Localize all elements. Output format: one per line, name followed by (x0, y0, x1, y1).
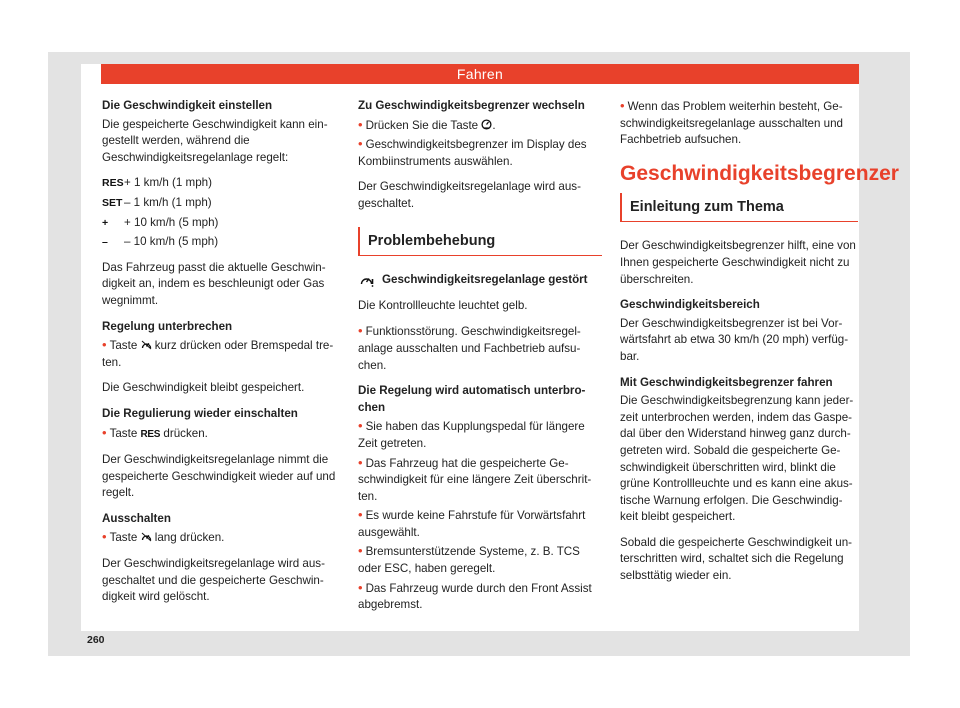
bullet-icon: • (102, 424, 107, 440)
paragraph-adapt: Das Fahrzeug passt die aktuelle Geschwin-digkeit an, indem es beschleunigt oder Gas wegnimmt. (102, 260, 326, 307)
bullet-off (102, 529, 340, 547)
bullet-icon: • (358, 323, 363, 339)
set-key-icon: SET (102, 196, 123, 209)
bullet-item (358, 543, 602, 577)
res-key-icon: RES (102, 177, 124, 190)
setting-row (102, 195, 340, 212)
setting-text: + 1 km/h (1 mph) (124, 176, 212, 190)
bullet-text-b: drücken. (163, 426, 208, 440)
bullet-text: Es wurde keine Fahrstufe für Vorwärtsfahrt ausgewählt. (358, 509, 586, 539)
warning-title: Geschwindigkeitsregelanlage gestört (382, 273, 588, 287)
heading-off: Ausschalten (102, 511, 171, 525)
bullet-icon: • (358, 418, 363, 434)
setting-text: – 10 km/h (5 mph) (124, 235, 219, 249)
page-number: 260 (87, 634, 105, 646)
heading-auto-interrupt: Die Regelung wird automatisch unterbro-chen (358, 384, 586, 414)
bullet-text-b: lang drücken. (154, 531, 225, 545)
bullet-press-key (358, 117, 602, 135)
heading-set-speed: Die Geschwindigkeit einstellen (102, 99, 273, 112)
heading-resume: Die Regulierung wieder einschalten (102, 406, 298, 420)
column-1 (102, 98, 340, 615)
column-3 (620, 98, 899, 594)
paragraph-set-speed: Die gespeicherte Geschwindigkeit kann ein-gestellt werden, während die Geschwindigkeitsregelanlage regelt: (102, 117, 328, 164)
paragraph-lamp: Die Kontrollleuchte leuchtet gelb. (358, 298, 528, 312)
paragraph-driving: Die Geschwindigkeitsbegrenzung kann jeder-zeit unterbrochen werden, indem das Gaspe-dal über den Widerstand hinweg ganz durch-getreten wird. Sobald die gespeicherte Ge-schwindigkeit überschritten wird, blinkt die grüne Kontrollleuchte und es kann eine akus-tische Warnung erfolgen. Die Geschwindig-keit bleibt gespeichert. (620, 394, 854, 524)
warning-heading (358, 272, 602, 289)
bullet-item (358, 418, 602, 452)
bullet-icon: • (358, 116, 363, 132)
setting-text: – 1 km/h (1 mph) (124, 195, 212, 209)
bullet-icon: • (358, 543, 363, 559)
paragraph-resume: Der Geschwindigkeitsregelanlage nimmt die gespeicherte Geschwindigkeit wieder auf und regelt. (102, 453, 336, 500)
bullet-text: Das Fahrzeug wurde durch den Front Assist abgebremst. (358, 581, 592, 612)
cruise-control-icon (141, 532, 152, 542)
bullet-resume (102, 425, 340, 444)
section-title-intro: Einleitung zum Thema (620, 193, 858, 223)
cruise-control-fault-icon (360, 274, 374, 287)
bullet-text-a: Taste (109, 426, 138, 440)
setting-row (102, 175, 340, 192)
paragraph-auto-resume: Sobald die gespeicherte Geschwindigkeit un-terschritten wird, schaltet sich die Regelung selbsttätig wieder ein. (620, 535, 853, 583)
bullet-icon: • (358, 579, 363, 595)
speed-limiter-icon (481, 119, 492, 130)
bullet-text: Das Fahrzeug hat die gespeicherte Ge-schwindigkeit für eine längere Zeit überschrit-ten. (358, 456, 592, 503)
bullet-text-b: kurz drücken oder Bremspedal tre-ten. (102, 339, 334, 369)
bullet-icon: • (358, 507, 363, 523)
paragraph-speed-range: Der Geschwindigkeitsbegrenzer ist bei Vor-wärtsfahrt ab etwa 30 km/h (20 mph) verfüg-bar. (620, 316, 849, 363)
column-2 (358, 98, 602, 616)
bullet-problem-persists (620, 98, 858, 149)
cruise-control-icon (141, 340, 152, 350)
minus-key-icon: – (102, 236, 108, 249)
section-title-troubleshooting: Problembehebung (358, 227, 602, 257)
paragraph-off: Der Geschwindigkeitsregelanlage wird aus-geschaltet und die gespeicherte Geschwin-digkeit wird gelöscht. (102, 557, 325, 604)
bullet-item (358, 507, 602, 541)
setting-text: + 10 km/h (5 mph) (124, 215, 219, 229)
speed-settings-list (102, 175, 340, 250)
bullet-icon: • (358, 454, 363, 470)
heading-speed-range: Geschwindigkeitsbereich (620, 298, 760, 312)
bullet-text: Bremsunterstützende Systeme, z. B. TCS oder ESC, haben geregelt. (358, 545, 580, 576)
setting-row (102, 215, 340, 232)
bullet-text-a: Drücken Sie die Taste (365, 118, 479, 132)
bullet-item (358, 580, 602, 614)
bullet-select-display (358, 136, 602, 170)
bullet-text-a: Taste (109, 339, 138, 353)
bullet-text: Geschwindigkeitsbegrenzer im Display des Kombiinstruments auswählen. (358, 138, 587, 168)
bullet-interrupt (102, 337, 340, 371)
res-key-icon: RES (140, 428, 161, 440)
bullet-text-a: Taste (109, 531, 138, 545)
plus-key-icon: + (102, 216, 109, 229)
bullet-text: Wenn das Problem weiterhin besteht, Ge-schwindigkeitsregelanlage ausschalten und Fachbetrieb aufsuchen. (620, 100, 844, 147)
paragraph-interrupt: Die Geschwindigkeit bleibt gespeichert. (102, 381, 305, 395)
bullet-text-b: . (492, 118, 496, 132)
bullet-icon: • (620, 98, 625, 113)
paragraph-intro: Der Geschwindigkeitsbegrenzer hilft, eine von Ihnen gespeicherte Geschwindigkeit nicht zu überschreiten. (620, 239, 856, 286)
bullet-icon: • (102, 529, 107, 545)
bullet-icon: • (358, 136, 363, 152)
chapter-header: Fahren (101, 64, 859, 84)
heading-interrupt: Regelung unterbrechen (102, 319, 233, 333)
heading-switch-limiter: Zu Geschwindigkeitsbegrenzer wechseln (358, 99, 585, 112)
heading-driving: Mit Geschwindigkeitsbegrenzer fahren (620, 375, 833, 389)
bullet-item (358, 455, 602, 506)
paragraph-switched-off: Der Geschwindigkeitsregelanlage wird aus-geschaltet. (358, 180, 581, 210)
bullet-text: Sie haben das Kupplungspedal für längere Zeit getreten. (358, 420, 585, 450)
chapter-title: Geschwindigkeitsbegrenzer (620, 161, 899, 185)
setting-row (102, 234, 340, 251)
bullet-text: Funktionsstörung. Geschwindigkeitsregel-anlage ausschalten und Fachbetrieb aufsu-chen. (358, 325, 581, 372)
bullet-icon: • (102, 337, 107, 353)
bullet-malfunction (358, 323, 602, 374)
